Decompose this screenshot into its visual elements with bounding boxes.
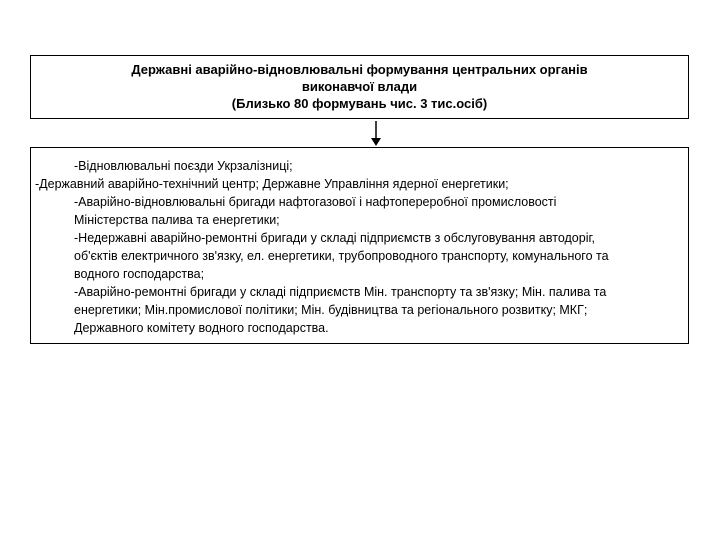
down-arrow-icon <box>370 121 382 147</box>
details-line: Державного комітету водного господарства. <box>74 321 329 335</box>
details-line: -Аварійно-відновлювальні бригади нафтогазової і нафтопереробної промисловості <box>74 195 557 209</box>
details-line: водного господарства; <box>74 267 205 281</box>
details-line: енергетики; Мін.промислової політики; Мін. будівництва та регіонального розвитку; МКГ; <box>74 303 588 317</box>
details-box <box>30 147 689 344</box>
header-line-3: (Близько 80 формувань чис. 3 тис.осіб) <box>231 96 488 111</box>
details-line: -Державний аварійно-технічний центр; Державне Управління ядерної енергетики; <box>35 177 509 191</box>
header-line-1: Державні аварійно-відновлювальні формування центральних органів <box>131 62 588 77</box>
header-box <box>30 55 689 119</box>
details-line: Міністерства палива та енергетики; <box>74 213 280 227</box>
details-line: -Недержавні аварійно-ремонтні бригади у складі підприємств з обслуговування автодоріг, <box>74 231 595 245</box>
header-line-2: виконавчої влади <box>301 79 418 94</box>
details-line: об'єктів електричного зв'язку, ел. енергетики, трубопроводного транспорту, комунального та <box>74 249 609 263</box>
details-line: -Відновлювальні поєзди Укрзалізниці; <box>74 159 293 173</box>
header-title <box>31 56 688 112</box>
details-line: -Аварійно-ремонтні бригади у складі підприємств Мін. транспорту та зв'язку; Мін. палива та <box>74 285 607 299</box>
